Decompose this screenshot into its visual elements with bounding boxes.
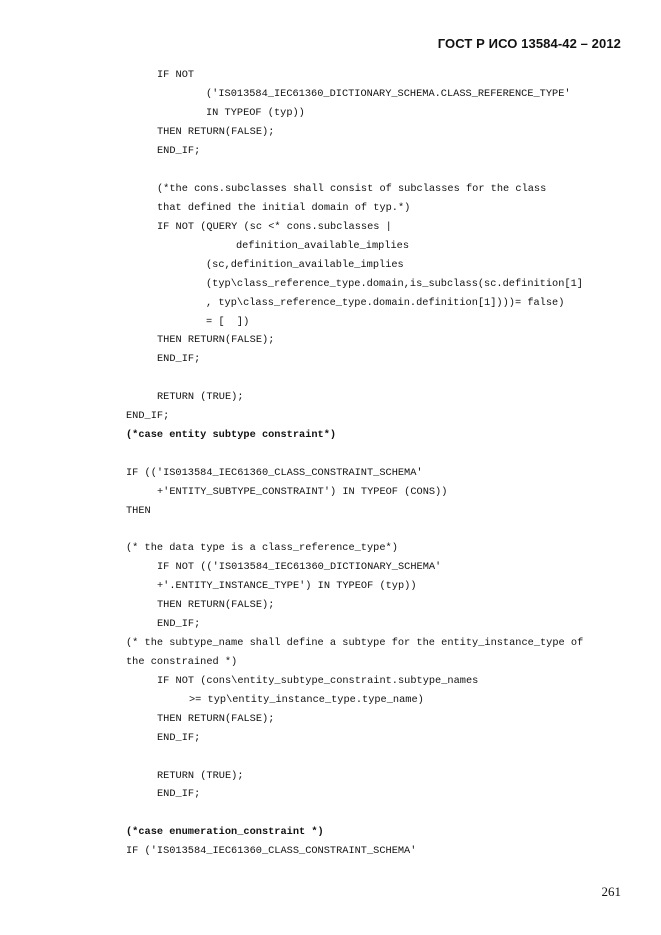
page-number: 261	[601, 884, 621, 899]
code-comment: (* the data type is a class_reference_type*)	[126, 542, 398, 554]
code-line: ('IS013584_IEC61360_DICTIONARY_SCHEMA.CLASS_REFERENCE_TYPE'	[206, 88, 571, 100]
code-line: IF ('IS013584_IEC61360_CLASS_CONSTRAINT_SCHEMA'	[126, 845, 417, 857]
code-line: IF NOT (('IS013584_IEC61360_DICTIONARY_SCHEMA'	[157, 561, 442, 573]
code-line: THEN RETURN(FALSE);	[157, 126, 275, 138]
code-line: THEN RETURN(FALSE);	[157, 713, 275, 725]
code-line: END_IF;	[157, 788, 201, 800]
code-line: IF NOT	[157, 69, 195, 81]
code-line: END_IF;	[157, 618, 201, 630]
code-comment: that defined the initial domain of typ.*)	[157, 202, 411, 214]
code-line: +'ENTITY_SUBTYPE_CONSTRAINT') IN TYPEOF (CONS))	[157, 486, 448, 498]
code-line: IF NOT (cons\entity_subtype_constraint.subtype_names	[157, 675, 479, 687]
code-line: RETURN (TRUE);	[157, 391, 244, 403]
code-line: THEN RETURN(FALSE);	[157, 334, 275, 346]
code-line: = [ ])	[206, 316, 250, 328]
code-line: END_IF;	[126, 410, 170, 422]
code-line: IN TYPEOF (typ))	[206, 107, 305, 119]
code-line: definition_available_implies	[236, 240, 410, 252]
code-line: (sc,definition_available_implies	[206, 259, 404, 271]
code-line: (typ\class_reference_type.domain,is_subclass(sc.definition[1]	[206, 278, 583, 290]
code-line: THEN	[126, 505, 151, 517]
code-line: END_IF;	[157, 145, 201, 157]
code-line: RETURN (TRUE);	[157, 770, 244, 782]
code-line: END_IF;	[157, 353, 201, 365]
code-line: IF (('IS013584_IEC61360_CLASS_CONSTRAINT_SCHEMA'	[126, 467, 423, 479]
code-section-comment: (*case entity subtype constraint*)	[126, 429, 337, 441]
code-line: IF NOT (QUERY (sc <* cons.subclasses |	[157, 221, 392, 233]
code-line: +'.ENTITY_INSTANCE_TYPE') IN TYPEOF (typ))	[157, 580, 417, 592]
code-comment: the constrained *)	[126, 656, 238, 668]
code-line: END_IF;	[157, 732, 201, 744]
code-line: >= typ\entity_instance_type.type_name)	[189, 694, 424, 706]
standard-header: ГОСТ Р ИСО 13584-42 – 2012	[437, 36, 621, 51]
code-comment: (* the subtype_name shall define a subtype for the entity_instance_type of	[126, 637, 584, 649]
code-line: , typ\class_reference_type.domain.definition[1])))= false)	[206, 297, 565, 309]
code-line: THEN RETURN(FALSE);	[157, 599, 275, 611]
code-comment: (*the cons.subclasses shall consist of subclasses for the class	[157, 183, 547, 195]
code-section-comment: (*case enumeration_constraint *)	[126, 826, 324, 838]
